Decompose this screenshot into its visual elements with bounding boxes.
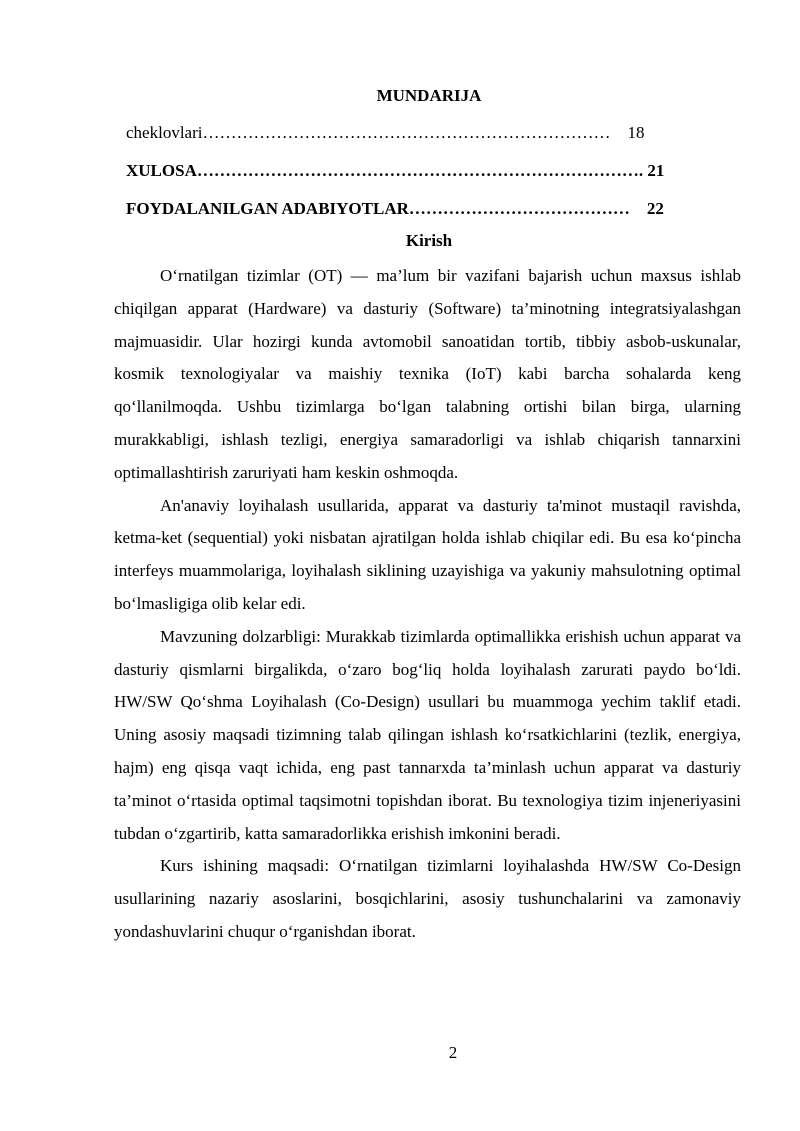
page-number: 2 [448, 1043, 458, 1062]
toc-entry-dots: ……………………………………………………………… [202, 123, 611, 142]
toc-entry-label: cheklovlari [126, 123, 203, 142]
paragraph: O‘rnatilgan tizimlar (OT) — ma’lum bir vazifani bajarish uchun maxsus ishlab chiqilgan apparat (Hardware) va dasturiy (Software) ta’minotning integratsiyalashgan majmuasidir. Ular hozirgi kunda avtomobil sanoatidan tortib, tibbiy asbob-uskunalar, kosmik texnologiyalar va maishiy texnika (IoT) kabi barcha sohalarda keng qo‘llanilmoqda. Ushbu tizimlarga bo‘lgan talabning ortishi bilan birga, ularning murakkabligi, ishlash tezligi, energiya samaradorligi va ishlab chiqarish tannarxini optimallashtirish zaruriyati ham keskin oshmoqda. [114, 266, 741, 482]
paragraph: Mavzuning dolzarbligi: Murakkab tizimlarda optimallikka erishish uchun apparat va dasturiy qismlarni birgalikda, o‘zaro bog‘liq holda loyihalash zarurati paydo bo‘ldi. HW/SW Qo‘shma Loyihalash (Co-Design) usullari bu muammoga yechim taklif etadi. Uning asosiy maqsadi tizimning talab qilingan ishlash ko‘rsatkichlarini (tezlik, energiya, hajm) eng qisqa vaqt ichida, eng past tannarxda ta’minlash uchun apparat va dasturiy ta’minot o‘rtasida optimal taqsimotni topishdan iborat. Bu texnologiya tizim injeneriyasini tubdan o‘zgartirib, katta samaradorlikka erishish imkonini beradi. [114, 626, 741, 843]
toc-entry-xulosa [126, 161, 726, 181]
toc-entry-dots: ………………………………… [408, 199, 630, 218]
toc-entry-label: FOYDALANILGAN ADABIYOTLAR [126, 199, 409, 218]
section-title: Kirish [405, 231, 453, 250]
toc-entry-dots: ……………………………………………………………………. [196, 161, 648, 180]
toc-entry-page: 21 [647, 161, 665, 180]
toc-entry-page: 22 [646, 199, 664, 218]
toc-title: MUNDARIJA [376, 86, 482, 105]
paragraph: An'anaviy loyihalash usullarida, apparat va dasturiy ta'minot mustaqil ravishda, ketma-ket (sequential) yoki nisbatan ajratilgan holda ishlab chiqilar edi. Bu esa ko‘pincha interfeys muammolariga, loyihalash siklining uzayishiga va yakuniy mahsulotning optimal bo‘lmasligiga olib kelar edi. [114, 495, 741, 613]
intro-body [114, 260, 741, 949]
toc-entry-foydalanilgan-adabiyotlar [126, 199, 726, 219]
toc-entry-page: 18 [627, 123, 645, 142]
toc-entry-cheklovlari [126, 123, 726, 143]
toc-entry-label: XULOSA [126, 161, 197, 180]
paragraph: Kurs ishining maqsadi: O‘rnatilgan tizimlarni loyihalashda HW/SW Co-Design usullarining nazariy asoslarini, bosqichlarini, asosiy tushunchalarini va zamonaviy yondashuvlarini chuqur o‘rganishdan iborat. [114, 856, 741, 941]
